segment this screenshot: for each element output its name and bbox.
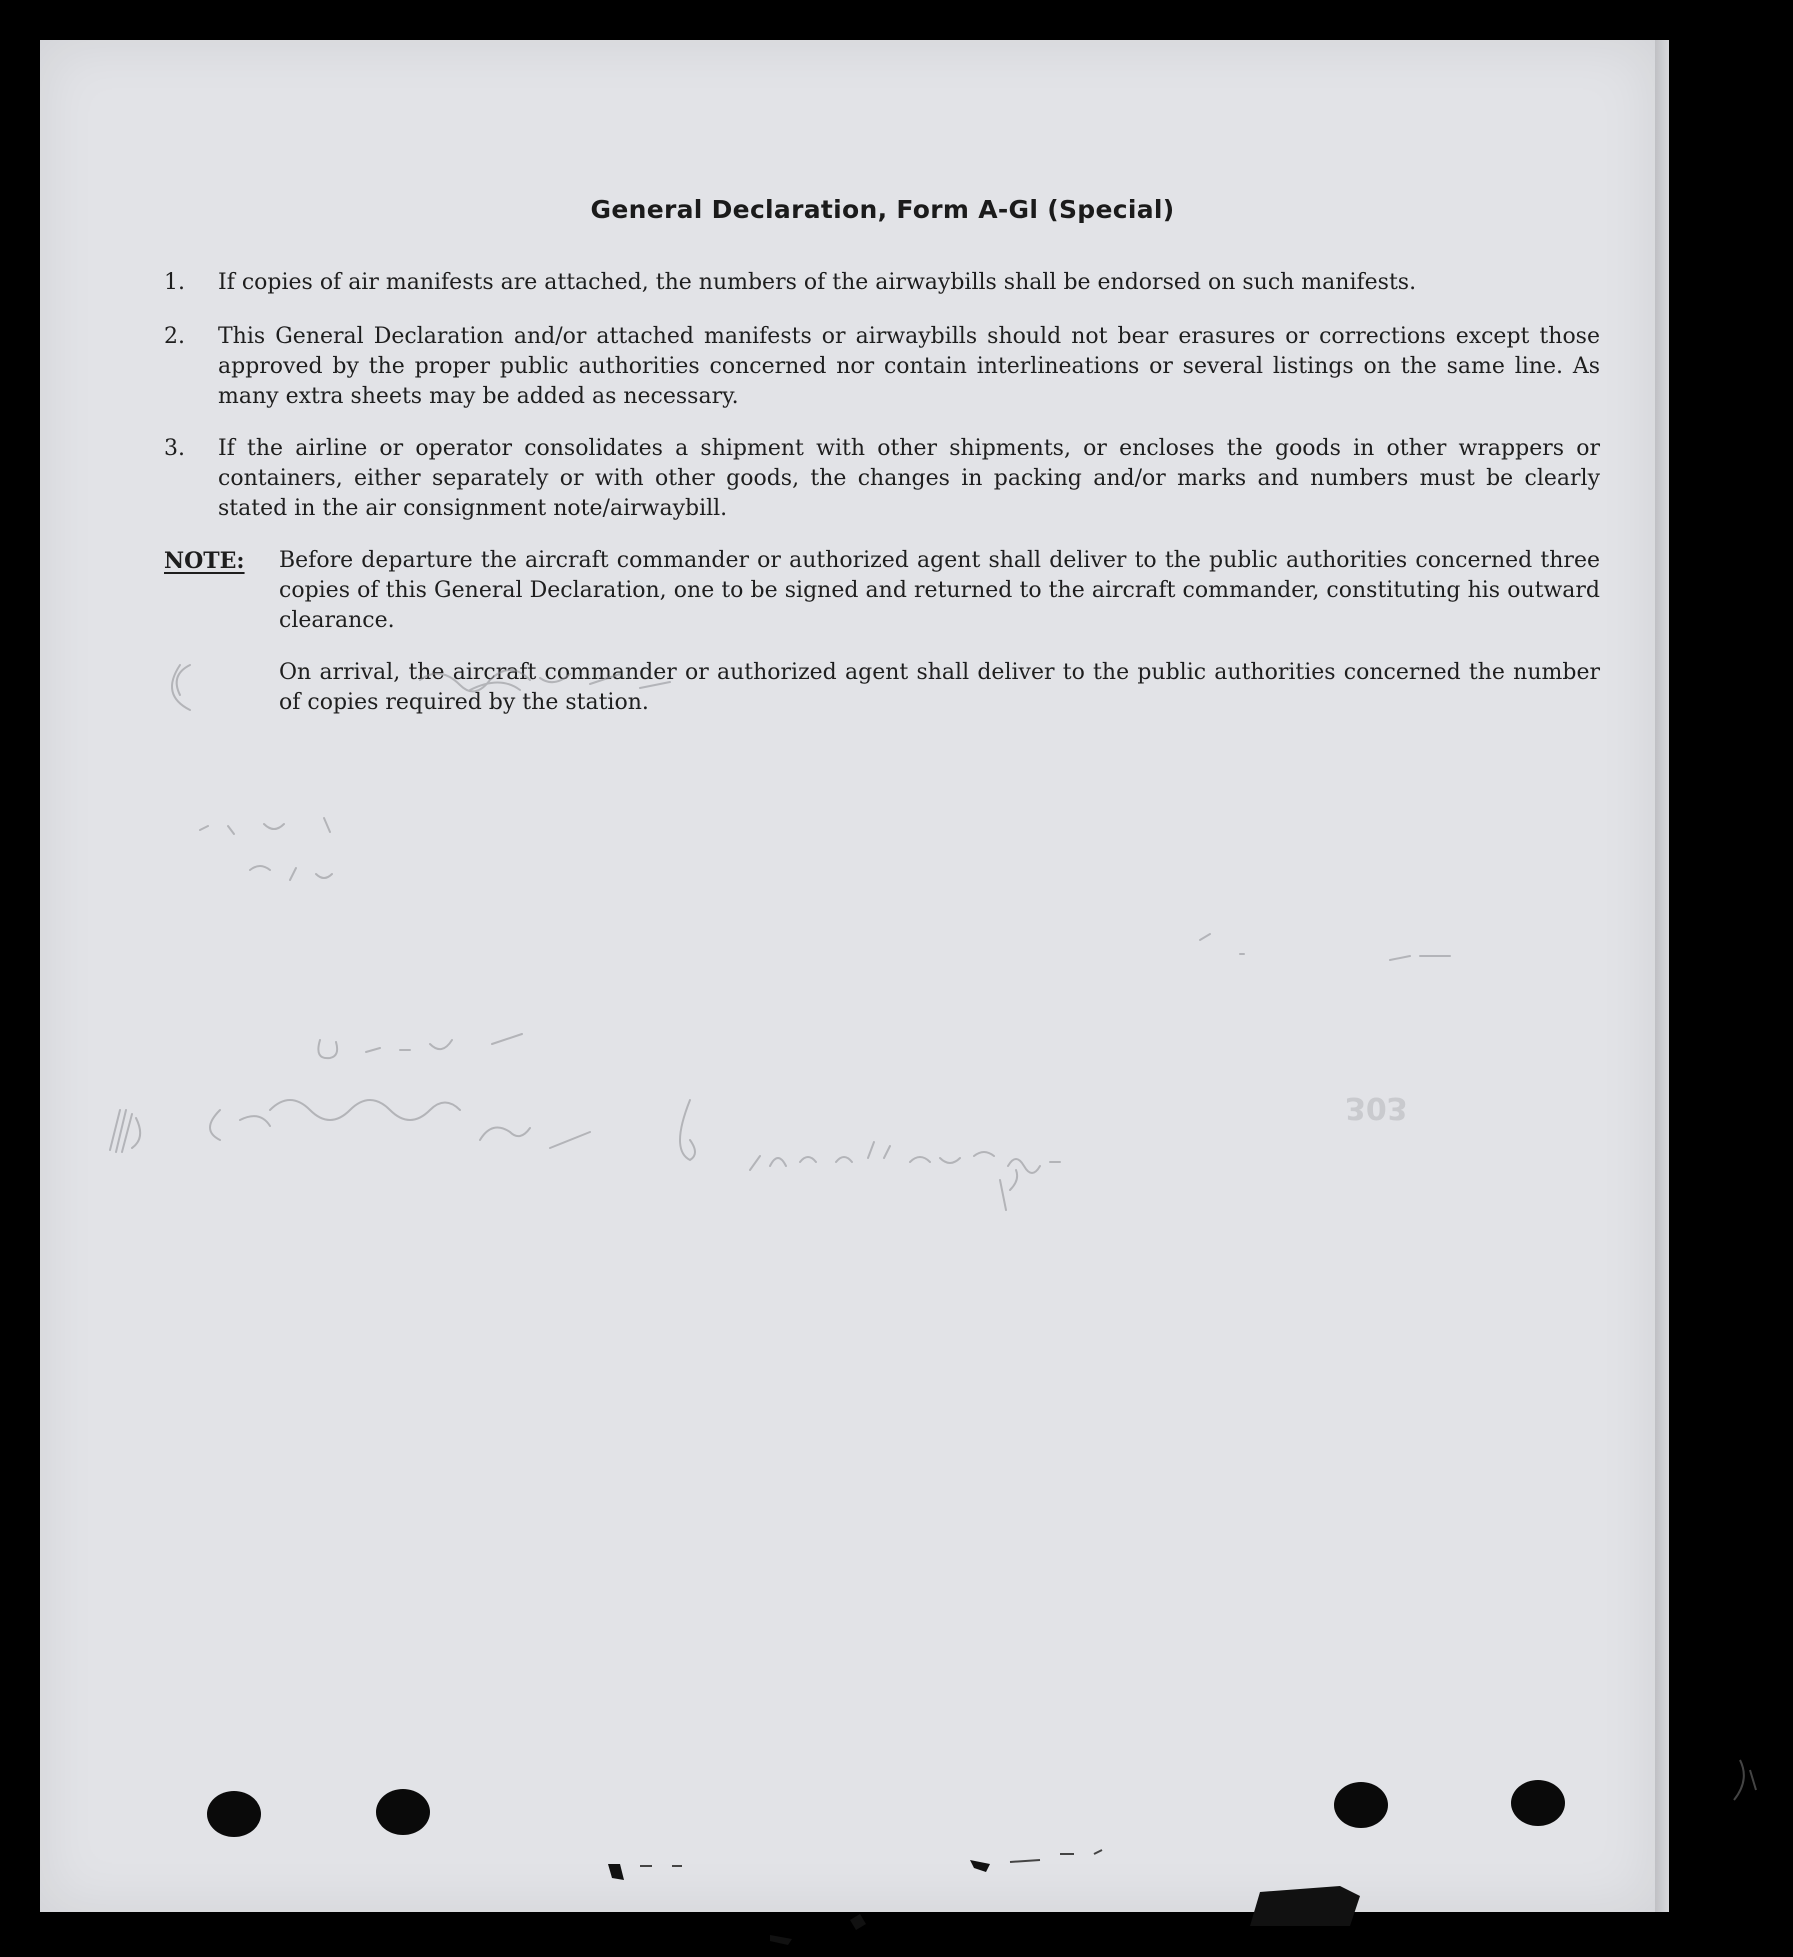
punch-hole xyxy=(207,1791,261,1837)
instruction-item-2 xyxy=(164,322,1600,412)
instruction-item-1 xyxy=(164,268,1600,298)
punch-hole xyxy=(1334,1782,1388,1828)
item-text: This General Declaration and/or attached manifests or airwaybills should not bear erasures or corrections except those approved by the proper public authorities concerned nor contain interlineations or several listings on the same line. As many extra sheets may be added as necessary. xyxy=(218,324,1600,409)
note-section xyxy=(164,546,1600,636)
page-edge xyxy=(1655,40,1669,1912)
instruction-item-3 xyxy=(164,434,1600,524)
document-page xyxy=(40,40,1655,1912)
item-number: 1. xyxy=(164,270,185,295)
punch-hole xyxy=(376,1789,430,1835)
item-text: If the airline or operator consolidates a shipment with other shipments, or encloses the goods in other wrappers or containers, either separately or with other goods, the changes in packing and/or marks and numbers must be clearly stated in the air consignment note/airwaybill. xyxy=(218,436,1600,521)
note-section-arrival xyxy=(164,658,1600,718)
punch-hole xyxy=(1511,1780,1565,1826)
document-title: General Declaration, Form A-Gl (Special) xyxy=(590,195,1175,224)
item-number: 2. xyxy=(164,324,185,349)
item-text: If copies of air manifests are attached, the numbers of the airwaybills shall be endorsed on such manifests. xyxy=(218,270,1417,295)
bleed-through-number: 303 xyxy=(1345,1090,1408,1125)
item-number: 3. xyxy=(164,436,185,461)
note-paragraph-departure: Before departure the aircraft commander or authorized agent shall deliver to the public authorities concerned three copies of this General Declaration, one to be signed and returned to the aircraft commander, constituting his outward clearance. xyxy=(279,548,1600,633)
note-paragraph-arrival: On arrival, the aircraft commander or authorized agent shall deliver to the public authorities concerned the number of copies required by the station. xyxy=(279,660,1600,715)
note-label: NOTE: xyxy=(164,548,245,574)
